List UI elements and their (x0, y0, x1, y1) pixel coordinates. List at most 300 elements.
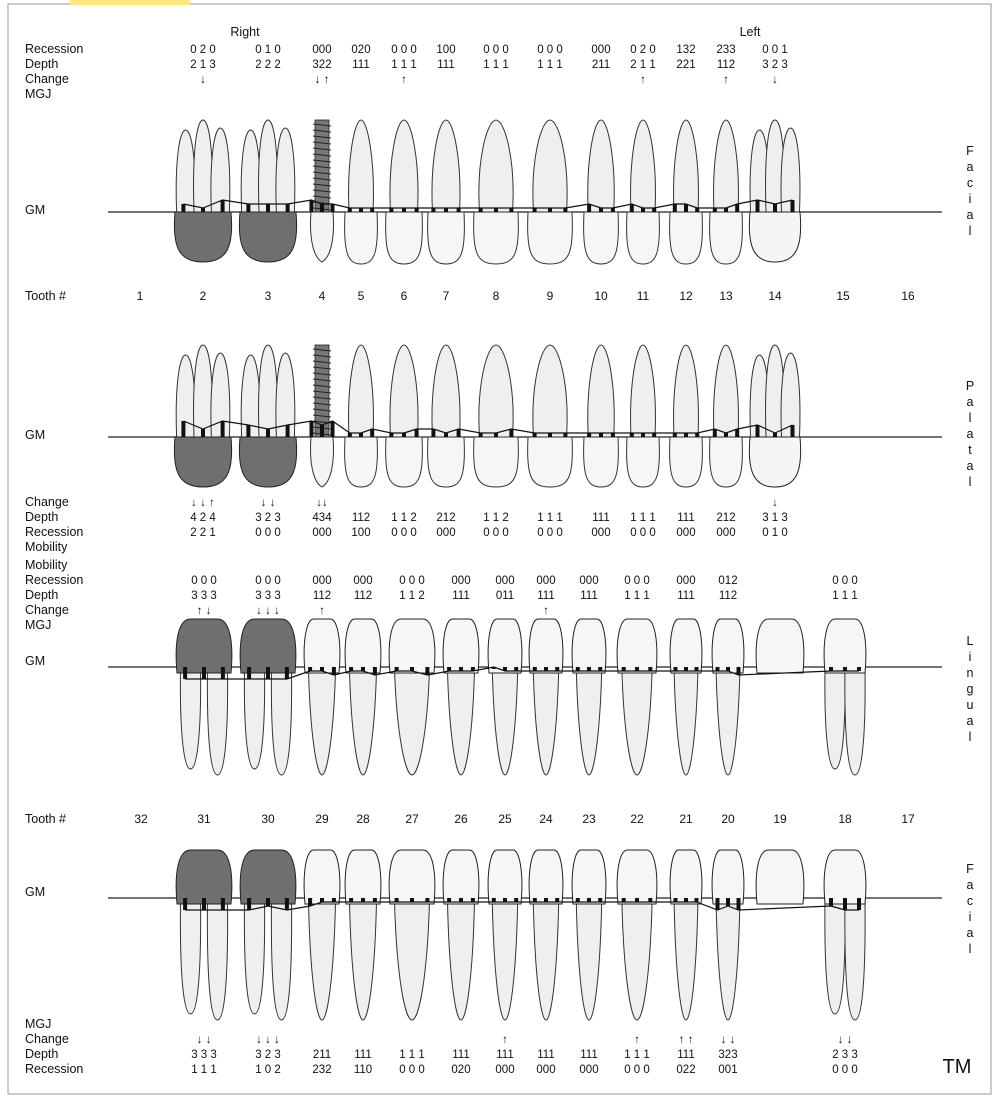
uf-recession-9: 0 0 0 (537, 44, 563, 56)
header-right: Right (230, 25, 260, 39)
ll-recession-9: 000 (536, 575, 556, 587)
ll-recession-12: 000 (676, 575, 696, 587)
lf-tooth-23 (572, 850, 606, 1020)
ll-root-29 (308, 667, 335, 775)
ll-tooth-26 (443, 619, 479, 775)
lf-depth-7: 111 (452, 1049, 470, 1061)
lf-tooth-25 (488, 850, 522, 1020)
lf-change-3: ↓ ↓ ↓ (256, 1034, 280, 1046)
pal-crown-7 (428, 437, 465, 487)
pal-recession-7: 000 (436, 527, 456, 539)
row-label-gm-lower-facial: GM (25, 885, 46, 899)
uf-change-11: ↑ (640, 74, 646, 86)
uf-depth-6: 1 1 1 (391, 59, 417, 71)
tooth-number-24: 24 (539, 812, 553, 826)
ll-root-21 (674, 667, 698, 775)
lf-recession-6: 0 0 0 (399, 1064, 425, 1076)
uf-bar-13-2 (735, 204, 739, 212)
pal-bar-13-2 (735, 429, 739, 437)
lf-crown-26 (443, 850, 479, 904)
tooth-number-27: 27 (405, 812, 419, 826)
pal-tooth-14 (749, 345, 800, 487)
lf-change-2: ↓ ↓ (196, 1034, 212, 1046)
side-label-bottom-facial-letter: a (966, 878, 974, 892)
lf-recession-7: 020 (451, 1064, 471, 1076)
pal-recession-12: 000 (676, 527, 696, 539)
ll-tooth-24 (529, 619, 563, 775)
pal-crown-5 (345, 437, 378, 487)
side-label-bottom-facial-letter: c (966, 894, 974, 908)
pal-root-5 (349, 345, 374, 437)
tooth-number-9: 9 (546, 289, 554, 303)
lf-root-22 (622, 898, 652, 1020)
ll-crown-20 (712, 619, 744, 673)
uf-depth-3: 2 2 2 (255, 59, 281, 71)
uf-change-6: ↑ (401, 74, 407, 86)
lf-root-31-0 (180, 898, 200, 1014)
uf-bar-4-1 (320, 204, 324, 212)
uf-bar-3-1 (266, 204, 270, 212)
ll-crown-24 (529, 619, 563, 673)
lf-recession-11: 0 0 0 (624, 1064, 650, 1076)
uf-crown-7 (428, 212, 465, 264)
side-label-bottom-facial-letter: i (968, 910, 972, 924)
tooth-number-19: 19 (773, 812, 787, 826)
side-label-palatal-letter: l (968, 411, 972, 425)
pal-bar-4-1 (320, 425, 324, 437)
pal-tooth-4 (310, 345, 333, 487)
uf-tooth-6 (386, 120, 423, 264)
side-label-lingual-letter: u (966, 698, 974, 712)
pal-crown-14 (749, 437, 800, 487)
lf-recession-5: 110 (353, 1064, 373, 1076)
ll-bar-2-1 (202, 667, 206, 679)
uf-recession-7: 100 (436, 44, 456, 56)
side-label-palatal-letter: P (965, 379, 975, 393)
ll-root-30-0 (244, 667, 264, 769)
ll-depth-2: 3 3 3 (191, 590, 217, 602)
ll-tooth-19 (756, 619, 804, 673)
uf-recession-13: 233 (716, 44, 736, 56)
row-label-ll-3: Change (25, 603, 69, 617)
lf-bar-2-2 (221, 898, 225, 910)
uf-depth-7: 111 (437, 59, 455, 71)
lf-bar-15-2 (857, 898, 861, 910)
tooth-number-30: 30 (261, 812, 275, 826)
uf-implant-crown-4 (310, 212, 333, 262)
uf-root-3-1 (259, 120, 278, 212)
lf-bar-3-1 (266, 898, 270, 906)
pal-depth-3: 3 2 3 (255, 512, 281, 524)
pal-recession-9: 0 0 0 (537, 527, 563, 539)
side-label-palatal-letter: a (966, 395, 974, 409)
side-label-lingual (967, 634, 974, 744)
ll-recession-11: 0 0 0 (624, 575, 650, 587)
uf-crown-11 (627, 212, 660, 264)
row-label-ll-0: Mobility (25, 558, 68, 572)
row-label-lf-0: MGJ (25, 1017, 52, 1031)
uf-crown-5 (345, 212, 378, 264)
row-label-gm-palatal: GM (25, 428, 46, 442)
uf-bar-2-2 (221, 200, 225, 212)
uf-depth-4: 322 (312, 59, 332, 71)
row-label-pal-1: Depth (25, 510, 59, 524)
lf-crown-29 (304, 850, 340, 904)
pal-bar-2-0 (181, 421, 185, 437)
pal-recession-8: 0 0 0 (483, 527, 509, 539)
lf-bar-2-0 (183, 898, 187, 910)
pal-bar-3-2 (286, 425, 290, 437)
lf-bar-13-0 (716, 898, 720, 910)
uf-root-8 (479, 120, 513, 212)
uf-root-2-2 (211, 128, 230, 212)
side-label-palatal-letter: l (968, 475, 972, 489)
uf-bar-12-0 (673, 204, 677, 212)
lf-change-8: ↑ (502, 1034, 508, 1046)
pal-recession-5: 100 (351, 527, 371, 539)
lf-crown-19 (756, 850, 804, 904)
lf-root-30-1 (271, 898, 291, 1020)
lf-tooth-19 (756, 850, 804, 904)
uf-recession-11: 0 2 0 (630, 44, 656, 56)
ll-recession-15: 0 0 0 (832, 575, 858, 587)
pal-change-4: ↓↓ (316, 497, 328, 509)
lf-root-18-1 (845, 898, 865, 1020)
pal-root-2-1 (194, 345, 213, 437)
pal-tooth-7 (428, 345, 465, 487)
lf-crown-20 (712, 850, 744, 904)
ll-recession-2: 0 0 0 (191, 575, 217, 587)
ll-crown-18 (824, 619, 866, 673)
ll-root-18-0 (825, 667, 845, 769)
pal-crown-2 (174, 437, 231, 487)
ll-bar-3-0 (247, 667, 251, 679)
side-label-top-facial-letter: F (966, 144, 974, 158)
lf-crown-18 (824, 850, 866, 904)
lf-root-27 (394, 898, 429, 1020)
pal-crown-11 (627, 437, 660, 487)
uf-depth-13: 112 (716, 59, 736, 71)
pal-change-3: ↓ ↓ (260, 497, 276, 509)
lf-crown-24 (529, 850, 563, 904)
lf-recession-8: 000 (495, 1064, 515, 1076)
uf-crown-10 (584, 212, 619, 264)
lf-recession-2: 1 1 1 (191, 1064, 217, 1076)
lf-recession-10: 000 (579, 1064, 599, 1076)
pal-root-14-2 (781, 353, 800, 437)
uf-tooth-11 (627, 120, 660, 264)
lf-tooth-29 (304, 850, 340, 1020)
pal-depth-14: 3 1 3 (762, 512, 788, 524)
pal-root-6 (390, 345, 418, 437)
ll-root-22 (622, 667, 652, 775)
lf-tooth-31 (176, 850, 232, 1020)
lf-tooth-30 (240, 850, 296, 1020)
uf-change-14: ↓ (772, 74, 778, 86)
uf-tooth-5 (345, 120, 378, 264)
uf-bar-12-1 (684, 204, 688, 212)
pal-depth-13: 212 (716, 512, 736, 524)
pal-tooth-5 (345, 345, 378, 487)
side-label-lingual-letter: l (968, 730, 972, 744)
lf-bar-4-0 (308, 898, 312, 906)
tooth-number-14: 14 (768, 289, 782, 303)
lf-depth-15: 2 3 3 (832, 1049, 858, 1061)
ll-crown-31 (176, 619, 232, 673)
uf-bar-4-2 (331, 204, 335, 212)
pal-bar-5-2 (370, 429, 374, 437)
tooth-number-1: 1 (136, 289, 144, 303)
side-label-lingual-letter: i (968, 650, 972, 664)
ll-tooth-28 (345, 619, 381, 775)
ll-crown-23 (572, 619, 606, 673)
pal-root-9 (533, 345, 567, 437)
lf-tooth-22 (617, 850, 657, 1020)
uf-crown-9 (528, 212, 573, 264)
lf-recession-4: 232 (312, 1064, 332, 1076)
ll-root-31-1 (207, 667, 227, 775)
uf-tooth-14 (749, 120, 800, 262)
pal-root-12 (674, 345, 699, 437)
lf-recession-3: 1 0 2 (255, 1064, 281, 1076)
ll-depth-10: 111 (580, 590, 598, 602)
ll-tooth-31 (176, 619, 232, 775)
highlight-mark (70, 0, 190, 5)
uf-bar-4-0 (310, 200, 314, 212)
side-label-palatal (966, 379, 974, 489)
ll-crown-21 (670, 619, 702, 673)
uf-depth-12: 221 (676, 59, 696, 71)
ll-depth-13: 112 (718, 590, 738, 602)
uf-change-4: ↓ ↑ (314, 74, 330, 86)
row-label-ll-1: Recession (25, 573, 84, 587)
uf-crown-13 (710, 212, 743, 264)
pal-crown-13 (710, 437, 743, 487)
ll-tooth-25 (488, 619, 522, 775)
uf-root-6 (390, 120, 418, 212)
ll-root-28 (349, 667, 376, 775)
pal-change-14: ↓ (772, 497, 778, 509)
ll-recession-13: 012 (718, 575, 738, 587)
side-label-palatal-letter: a (966, 427, 974, 441)
tooth-number-6: 6 (400, 289, 408, 303)
uf-tooth-2 (174, 120, 231, 262)
lf-depth-4: 211 (312, 1049, 332, 1061)
side-label-top-facial-letter: a (966, 208, 974, 222)
pal-tooth-6 (386, 345, 423, 487)
side-label-lingual-letter: g (966, 682, 974, 696)
lf-depth-13: 323 (718, 1049, 738, 1061)
ll-recession-3: 0 0 0 (255, 575, 281, 587)
lf-recession-13: 001 (718, 1064, 738, 1076)
ll-depth-4: 112 (312, 590, 332, 602)
pal-depth-10: 111 (592, 512, 610, 524)
pal-recession-2: 2 2 1 (190, 527, 216, 539)
pal-recession-6: 0 0 0 (391, 527, 417, 539)
lf-root-28 (349, 898, 376, 1020)
ll-tooth-20 (712, 619, 744, 775)
ll-depth-11: 1 1 1 (624, 590, 650, 602)
uf-crown-8 (474, 212, 519, 264)
side-label-top-facial-letter: c (966, 176, 974, 190)
ll-depth-3: 3 3 3 (255, 590, 281, 602)
tooth-number-28: 28 (356, 812, 370, 826)
uf-change-2: ↓ (200, 74, 206, 86)
ll-root-18-1 (845, 667, 865, 775)
ll-root-31-0 (180, 667, 200, 769)
side-label-palatal-letter: a (966, 459, 974, 473)
ll-change-9: ↑ (543, 605, 549, 617)
lf-tooth-21 (670, 850, 702, 1020)
side-label-top-facial-letter: i (968, 192, 972, 206)
lf-change-13: ↓ ↓ (720, 1034, 736, 1046)
pal-root-7 (432, 345, 460, 437)
ll-tooth-29 (304, 619, 340, 775)
ll-crown-27 (389, 619, 435, 673)
ll-recession-8: 000 (495, 575, 515, 587)
uf-depth-8: 1 1 1 (483, 59, 509, 71)
ll-root-25 (492, 667, 518, 775)
pal-root-3-1 (259, 345, 278, 437)
uf-bar-14-1 (773, 204, 777, 212)
uf-depth-2: 2 1 3 (190, 59, 216, 71)
pal-tooth-12 (670, 345, 703, 487)
ll-tooth-21 (670, 619, 702, 775)
pal-crown-9 (528, 437, 573, 487)
pal-recession-4: 000 (312, 527, 332, 539)
pal-recession-3: 0 0 0 (255, 527, 281, 539)
tooth-number-8: 8 (492, 289, 500, 303)
uf-root-2-0 (176, 130, 195, 212)
uf-crown-6 (386, 212, 423, 264)
side-label-lingual-letter: a (966, 714, 974, 728)
uf-change-13: ↑ (723, 74, 729, 86)
ll-depth-12: 111 (677, 590, 695, 602)
ll-crown-22 (617, 619, 657, 673)
side-label-top-facial (966, 144, 974, 238)
uf-recession-8: 0 0 0 (483, 44, 509, 56)
lf-tooth-26 (443, 850, 479, 1020)
uf-crown-12 (670, 212, 703, 264)
lf-change-12: ↑ ↑ (678, 1034, 694, 1046)
ll-crown-19 (756, 619, 804, 673)
side-label-lingual-letter: n (966, 666, 974, 680)
uf-root-10 (588, 120, 614, 212)
pal-crown-8 (474, 437, 519, 487)
tooth-number-16: 16 (901, 289, 915, 303)
lf-depth-8: 111 (496, 1049, 514, 1061)
tooth-number-25: 25 (498, 812, 512, 826)
lf-crown-22 (617, 850, 657, 904)
ll-recession-4: 000 (312, 575, 332, 587)
ll-tooth-18 (824, 619, 866, 775)
ll-bar-13-2 (737, 667, 741, 675)
pal-bar-2-1 (201, 429, 205, 437)
ll-change-3: ↓ ↓ ↓ (256, 605, 280, 617)
uf-tooth-3 (239, 120, 296, 262)
lf-root-25 (492, 898, 518, 1020)
uf-root-3-0 (241, 130, 260, 212)
uf-root-9 (533, 120, 567, 212)
uf-root-12 (674, 120, 699, 212)
ll-crown-28 (345, 619, 381, 673)
tooth-number-7: 7 (442, 289, 450, 303)
pal-depth-4: 434 (312, 512, 332, 524)
lf-bar-2-1 (202, 898, 206, 910)
pal-depth-9: 1 1 1 (537, 512, 563, 524)
ll-crown-29 (304, 619, 340, 673)
tooth-number-29: 29 (315, 812, 329, 826)
pal-bar-6-2 (415, 429, 419, 437)
pal-crown-3 (239, 437, 296, 487)
lf-change-11: ↑ (634, 1034, 640, 1046)
ll-root-26 (447, 667, 474, 775)
uf-bar-14-2 (791, 200, 795, 212)
uf-bar-3-2 (286, 204, 290, 212)
lf-bar-13-1 (726, 898, 730, 906)
row-label-gm-lingual: GM (25, 654, 46, 668)
uf-tooth-8 (474, 120, 519, 264)
uf-bar-14-0 (756, 200, 760, 212)
pal-tooth-9 (528, 345, 573, 487)
ll-root-20 (716, 667, 740, 775)
uf-depth-14: 3 2 3 (762, 59, 788, 71)
uf-depth-9: 1 1 1 (537, 59, 563, 71)
uf-recession-4: 000 (312, 44, 332, 56)
ll-root-23 (576, 667, 602, 775)
uf-depth-10: 211 (591, 59, 611, 71)
tooth-number-23: 23 (582, 812, 596, 826)
lf-root-31-1 (207, 898, 227, 1020)
lf-bar-3-2 (285, 898, 289, 910)
row-label-uf-1: Depth (25, 57, 59, 71)
pal-bar-13-0 (713, 429, 717, 437)
pal-depth-2: 4 2 4 (190, 512, 216, 524)
tooth-number-12: 12 (679, 289, 693, 303)
lf-depth-6: 1 1 1 (399, 1049, 425, 1061)
row-label-pal-0: Change (25, 495, 69, 509)
ll-depth-6: 1 1 2 (399, 590, 425, 602)
pal-recession-13: 000 (716, 527, 736, 539)
side-label-bottom-facial-letter: l (968, 942, 972, 956)
uf-root-7 (432, 120, 460, 212)
pal-root-10 (588, 345, 614, 437)
ll-tooth-27 (389, 619, 435, 775)
pal-crown-6 (386, 437, 423, 487)
ll-bar-2-0 (183, 667, 187, 679)
ll-change-2: ↑ ↓ (196, 605, 212, 617)
uf-tooth-12 (670, 120, 703, 264)
ll-crown-26 (443, 619, 479, 673)
ll-depth-15: 1 1 1 (832, 590, 858, 602)
uf-root-3-2 (276, 128, 295, 212)
pal-bar-7-0 (431, 429, 435, 437)
row-label-pal-2: Recession (25, 525, 84, 539)
lf-tooth-27 (389, 850, 435, 1020)
pal-bar-3-1 (266, 429, 270, 437)
uf-bar-11-0 (630, 204, 634, 212)
lf-tooth-20 (712, 850, 744, 1020)
lf-bar-13-2 (737, 898, 741, 910)
side-label-palatal-letter: t (968, 443, 972, 457)
pal-bar-14-2 (791, 425, 795, 437)
uf-crown-3 (239, 212, 296, 262)
pal-root-13 (714, 345, 739, 437)
tooth-number-15: 15 (836, 289, 850, 303)
uf-crown-14 (749, 212, 800, 262)
uf-recession-5: 020 (351, 44, 371, 56)
lf-crown-30 (240, 850, 296, 904)
